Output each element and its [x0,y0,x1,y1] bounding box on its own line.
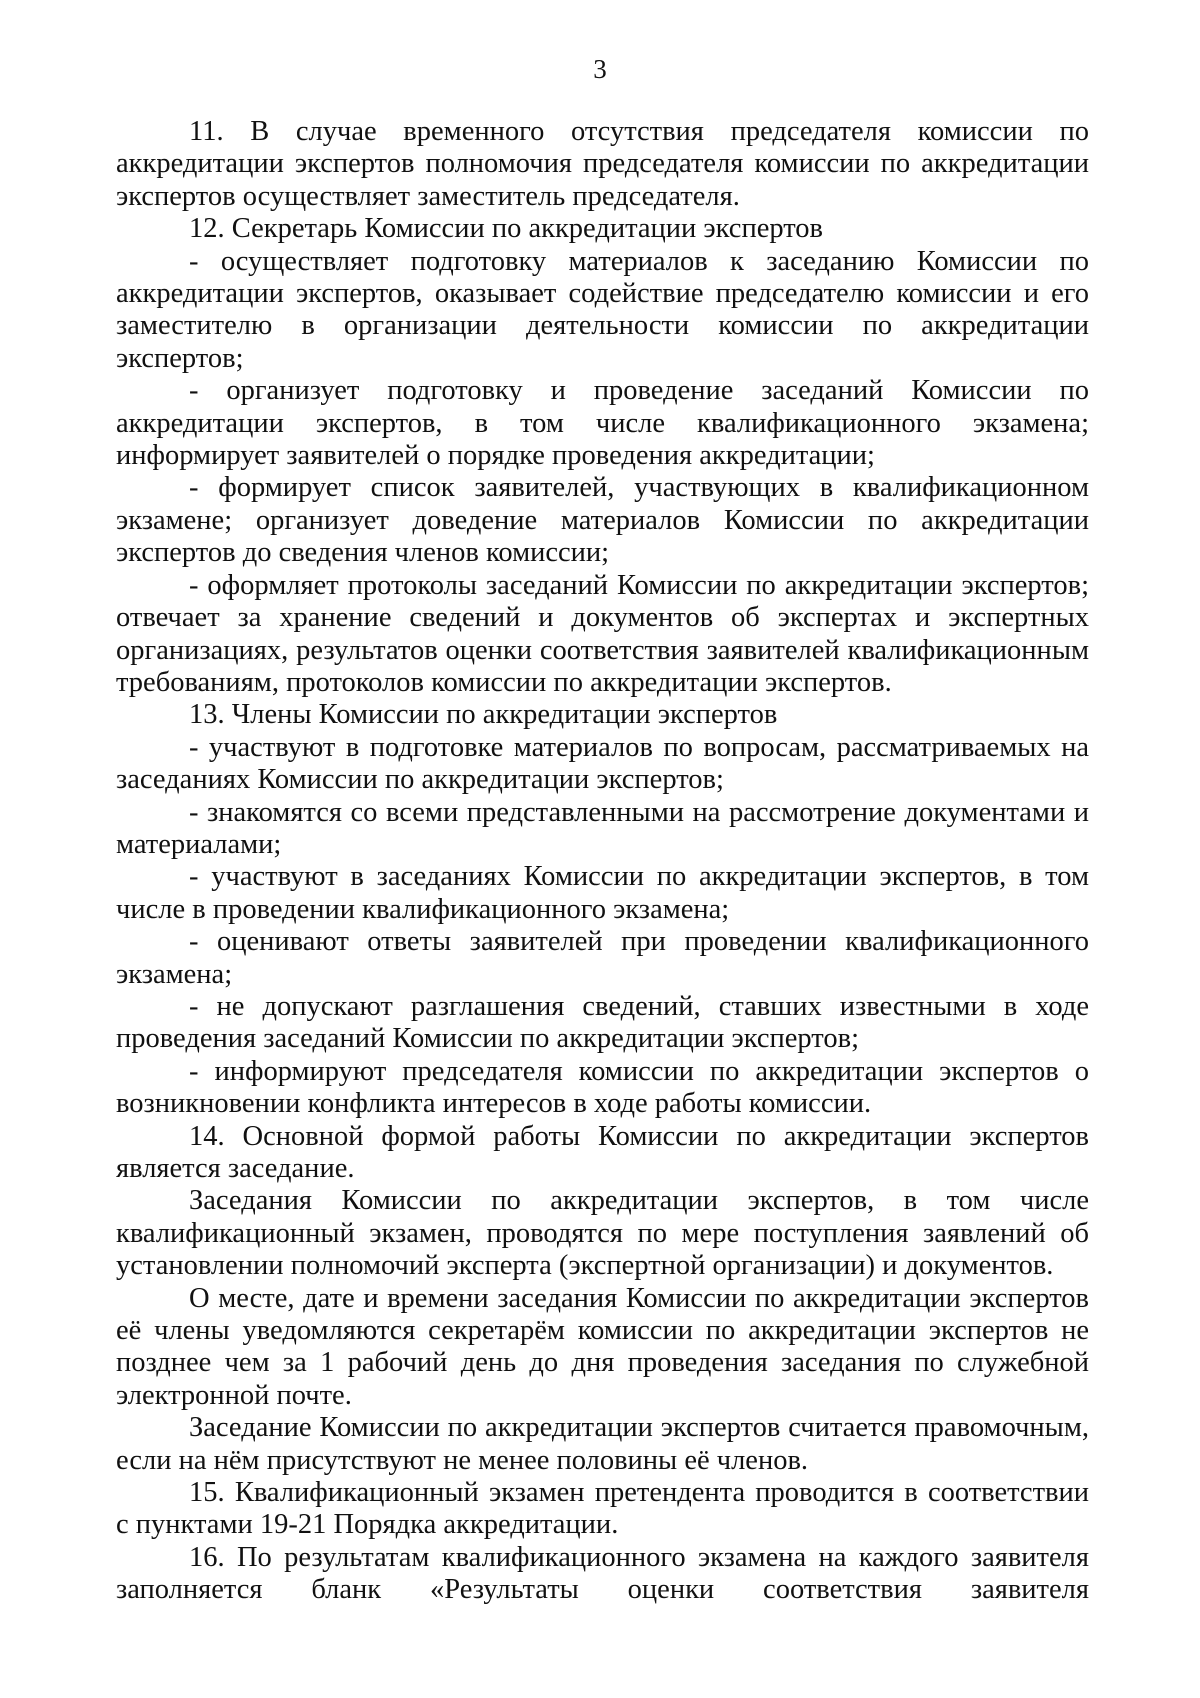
page-number: 3 [593,54,607,84]
paragraph-14: 14. Основной формой работы Комиссии по аккредитации экспертов является заседание. [116,1120,1089,1184]
paragraph-13-heading: 13. Члены Комиссии по аккредитации экспертов [189,699,778,731]
paragraph-16: 16. По результатам квалификационного экзамена на каждого заявителя заполняется бланк «Результаты оценки соответствия заявителя [116,1541,1089,1606]
paragraph: Заседания Комиссии по аккредитации экспертов, в том числе квалификационный экзамен, проводятся по мере поступления заявлений об установлении полномочий эксперта (экспертной организации) и документов. [116,1185,1089,1282]
list-item: - организует подготовку и проведение заседаний Комиссии по аккредитации экспертов, в том числе квалификационного экзамена; информирует заявителей о порядке проведения аккредитации; [116,375,1089,472]
list-item: - оценивают ответы заявителей при проведении квалификационного экзамена; [116,926,1089,990]
paragraph-15: 15. Квалификационный экзамен претендента проводится в соответствии с пунктами 19-21 Порядка аккредитации. [116,1477,1089,1541]
document-body [116,116,1089,1607]
list-item: - участвуют в подготовке материалов по вопросам, рассматриваемых на заседаниях Комиссии по аккредитации экспертов; [116,731,1089,796]
list-item: - формирует список заявителей, участвующих в квалификационном экзамене; организует доведение материалов Комиссии по аккредитации экспертов до сведения членов комиссии; [116,472,1089,569]
paragraph: О месте, дате и времени заседания Комиссии по аккредитации экспертов её члены уведомляются секретарём комиссии по аккредитации экспертов не позднее чем за 1 рабочий день до дня проведения заседания по служебной электронной почте. [116,1282,1089,1411]
list-item: - осуществляет подготовку материалов к заседанию Комиссии по аккредитации экспертов, оказывает содействие председателю комиссии и его заместителю в организации деятельности комиссии по аккредитации экспертов; [116,245,1089,374]
paragraph: Заседание Комиссии по аккредитации экспертов считается правомочным, если на нём присутствуют не менее половины её членов. [116,1412,1089,1476]
list-item: - не допускают разглашения сведений, ставших известными в ходе проведения заседаний Комиссии по аккредитации экспертов; [116,990,1089,1055]
list-item: - знакомятся со всеми представленными на рассмотрение документами и материалами; [116,796,1089,860]
list-item: - информируют председателя комиссии по аккредитации экспертов о возникновении конфликта интересов в ходе работы комиссии. [116,1055,1089,1120]
paragraph-12-heading: 12. Секретарь Комиссии по аккредитации экспертов [189,213,823,245]
list-item: - участвуют в заседаниях Комиссии по аккредитации экспертов, в том числе в проведении квалификационного экзамена; [116,861,1089,925]
paragraph-11: 11. В случае временного отсутствия председателя комиссии по аккредитации экспертов полномочия председателя комиссии по аккредитации экспертов осуществляет заместитель председателя. [116,116,1089,212]
list-item: - оформляет протоколы заседаний Комиссии по аккредитации экспертов; отвечает за хранение сведений и документов об экспертах и экспертных организациях, результатов оценки соответствия заявителей квалификационным требованиям, протоколов комиссии по аккредитации экспертов. [116,569,1089,698]
